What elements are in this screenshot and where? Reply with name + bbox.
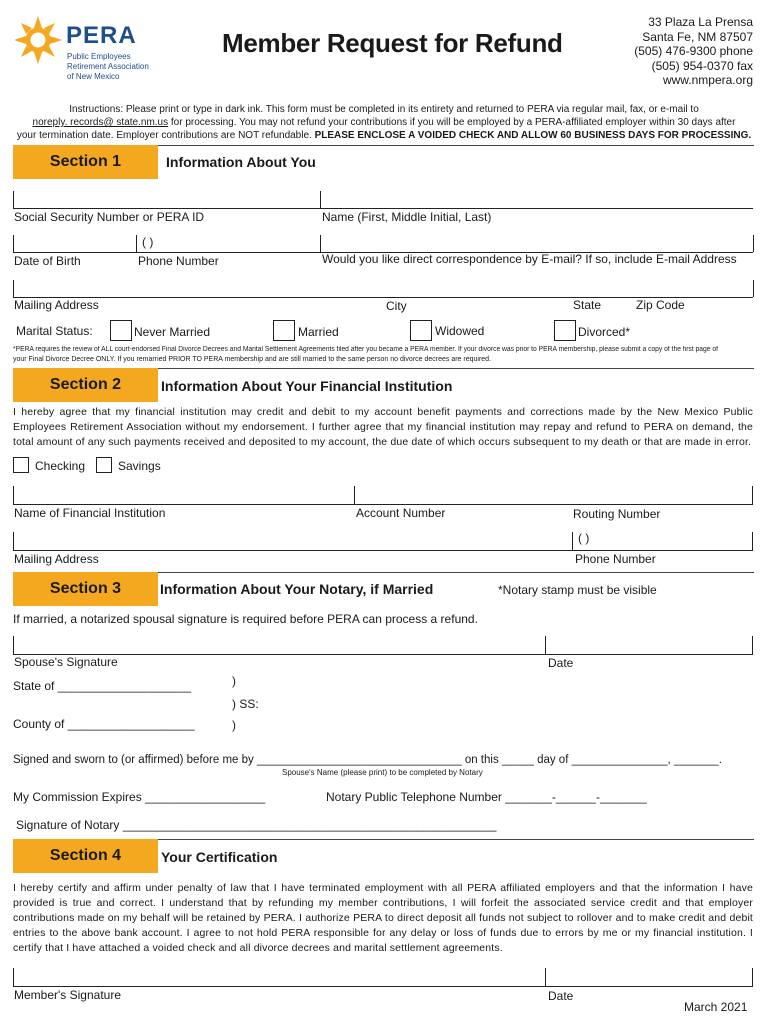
account-number-field[interactable] xyxy=(356,487,570,503)
bank-phone-field[interactable] xyxy=(574,533,751,549)
widowed-checkbox[interactable] xyxy=(410,320,432,341)
ssn-field[interactable] xyxy=(14,192,318,207)
form-title: Member Request for Refund xyxy=(222,28,563,58)
email-label: Would you like direct correspondence by E-mail? If so, include E-mail Address xyxy=(322,252,737,266)
state-label: State xyxy=(573,298,602,312)
signed-sworn-line[interactable]: Signed and sworn to (or affirmed) before me by ________________________________ on this _____ day of _______________, _______. xyxy=(13,754,722,766)
county-of-field[interactable]: County of ___________________ xyxy=(13,717,195,731)
instructions-line-2: noreply. records@ state.nm.us for processing. You may not refund your contributions if you will be employed by a PERA-affiliated employer within 30 days after xyxy=(32,117,736,128)
savings-label: Savings xyxy=(118,459,161,473)
institution-name-field[interactable] xyxy=(14,487,352,503)
pera-address xyxy=(600,15,753,88)
instructions xyxy=(13,103,755,142)
checking-checkbox[interactable] xyxy=(13,457,29,473)
commission-expires-field[interactable]: My Commission Expires __________________ xyxy=(13,790,266,804)
bank-mailing-address-label: Mailing Address xyxy=(14,552,99,566)
section-3-title: Information About Your Notary, if Married xyxy=(160,581,434,597)
phone-label: Phone Number xyxy=(138,254,219,268)
name-field[interactable] xyxy=(322,192,752,207)
never-married-checkbox[interactable] xyxy=(110,320,132,341)
spouse-signature-label: Spouse's Signature xyxy=(14,655,118,669)
pera-logo xyxy=(12,12,162,82)
financial-agreement: I hereby agree that my financial institution may credit and debit to my account benefit payments and corrections made by the New Mexico Public Employees Retirement Association without my endorsement. I further agree that my financial institution may repay and refund to PERA on demand, the total amount of any such payments received and deposited to my account, the due date of which occurs subsequent to my death or that are made in error. xyxy=(13,406,753,448)
married-checkbox[interactable] xyxy=(273,320,295,341)
checking-label: Checking xyxy=(35,459,86,473)
phone-field[interactable] xyxy=(138,236,318,251)
address-phone: (505) 476-9300 phone xyxy=(634,44,753,58)
savings-checkbox[interactable] xyxy=(96,457,112,473)
marital-status-label: Marital Status: xyxy=(16,324,93,338)
instructions-line-1: Instructions: Please print or type in dark ink. This form must be completed in its entirety and returned to PERA via regular mail, fax, or e-mail to xyxy=(69,104,699,115)
logo-subtitle-3: of New Mexico xyxy=(67,72,120,81)
name-label: Name (First, Middle Initial, Last) xyxy=(322,210,492,224)
section-4-title: Your Certification xyxy=(161,849,278,865)
sun-logo-icon xyxy=(12,14,64,66)
dob-label: Date of Birth xyxy=(14,254,81,268)
never-married-label: Never Married xyxy=(134,325,211,339)
section-2-title: Information About Your Financial Institution xyxy=(161,378,453,394)
member-signature-label: Member's Signature xyxy=(14,988,122,1002)
mailing-address-field[interactable] xyxy=(14,281,752,296)
member-signature-field[interactable] xyxy=(14,969,543,985)
section-1-tag: Section 1 xyxy=(13,145,158,179)
logo-subtitle-2: Retirement Association xyxy=(67,62,149,71)
bank-phone-label: Phone Number xyxy=(575,552,656,566)
dob-field[interactable] xyxy=(14,236,134,251)
notary-stamp-note: *Notary stamp must be visible xyxy=(498,583,657,597)
address-line-1: 33 Plaza La Prensa xyxy=(648,15,753,29)
institution-name-label: Name of Financial Institution xyxy=(14,506,166,520)
divorced-label: Divorced* xyxy=(578,325,631,339)
city-label: City xyxy=(386,299,407,313)
divorced-checkbox[interactable] xyxy=(554,320,576,341)
spouse-date-label: Date xyxy=(548,656,574,670)
member-date-field[interactable] xyxy=(547,969,751,985)
spouse-date-field[interactable] xyxy=(547,637,751,653)
mailing-address-label: Mailing Address xyxy=(14,298,99,312)
section-3-tag: Section 3 xyxy=(13,572,158,606)
notary-phone-field[interactable]: Notary Public Telephone Number _______-______-_______ xyxy=(326,790,647,804)
member-date-label: Date xyxy=(548,989,574,1003)
spouse-name-caption: Spouse's Name (please print) to be completed by Notary xyxy=(282,768,483,777)
certification-text: I hereby certify and affirm under penalty of law that I have terminated employment with all PERA affiliated employers and that the information I have provided is true and correct. I understand that by refunding my member contributions, I will forfeit the associated service credit and that employer contributions made on my behalf will be retained by PERA. I authorize PERA to direct deposit all funds not subject to rollover and to make credit and debit entries to the above bank account. I agree to not hold PERA responsible for any delay or loss of funds due to errors by me or my financial institution. I certify that I have attached a voided check and all divorce decrees and marital settlement agreements. xyxy=(13,882,753,954)
routing-number-field[interactable] xyxy=(572,487,751,503)
zip-label: Zip Code xyxy=(636,298,685,312)
phone-parens: ( ) xyxy=(142,235,154,249)
ssn-label: Social Security Number or PERA ID xyxy=(14,210,205,224)
account-number-label: Account Number xyxy=(356,506,446,520)
section-1-title: Information About You xyxy=(166,154,316,170)
instructions-line-3: your termination date. Employer contributions are NOT refundable. PLEASE ENCLOSE A VOIDED CHECK AND ALLOW 60 BUSINESS DAYS FOR PROCESSING. xyxy=(16,130,752,141)
divorce-footnote-line-2: your Final Divorce Decree ONLY. If you remarried PRIOR TO PERA membership and are still married to the same person no divorce decrees are required. xyxy=(13,356,492,363)
address-line-2: Santa Fe, NM 87507 xyxy=(642,29,753,44)
revision-date: March 2021 xyxy=(684,1000,748,1014)
venue-paren-1: ) xyxy=(232,674,236,688)
logo-subtitle-1: Public Employees xyxy=(67,52,131,61)
notary-signature-field[interactable]: Signature of Notary ________________________________________________________ xyxy=(16,818,497,832)
address-fax: (505) 954-0370 fax xyxy=(651,58,753,73)
section-4-tag: Section 4 xyxy=(13,839,158,873)
divorce-footnote-line-1: *PERA requires the review of ALL court-endorsed Final Divorce Decrees and Marital Settlement Agreements filed after you became a PERA member. If your divorce was prior to PERA membership, please submit a copy of the first page of xyxy=(13,346,718,353)
section-2-tag: Section 2 xyxy=(13,368,158,402)
divorce-footnote xyxy=(13,345,758,365)
address-website[interactable]: www.nmpera.org xyxy=(662,73,753,87)
state-of-field[interactable]: State of ____________________ xyxy=(13,679,192,693)
logo-wordmark: PERA xyxy=(66,22,137,49)
records-email-link[interactable]: noreply. records@ state.nm.us xyxy=(32,117,169,128)
venue-paren-3: ) xyxy=(232,718,236,732)
venue-paren-ss: ) SS: xyxy=(232,697,259,711)
routing-number-label: Routing Number xyxy=(573,507,661,521)
email-field[interactable] xyxy=(322,236,752,251)
bank-mailing-address-field[interactable] xyxy=(14,533,570,549)
spousal-signature-intro: If married, a notarized spousal signature is required before PERA can process a refund. xyxy=(13,612,478,626)
spouse-signature-field[interactable] xyxy=(14,637,543,653)
bank-phone-parens: ( ) xyxy=(578,531,590,545)
widowed-label: Widowed xyxy=(435,324,485,338)
married-label: Married xyxy=(298,325,339,339)
